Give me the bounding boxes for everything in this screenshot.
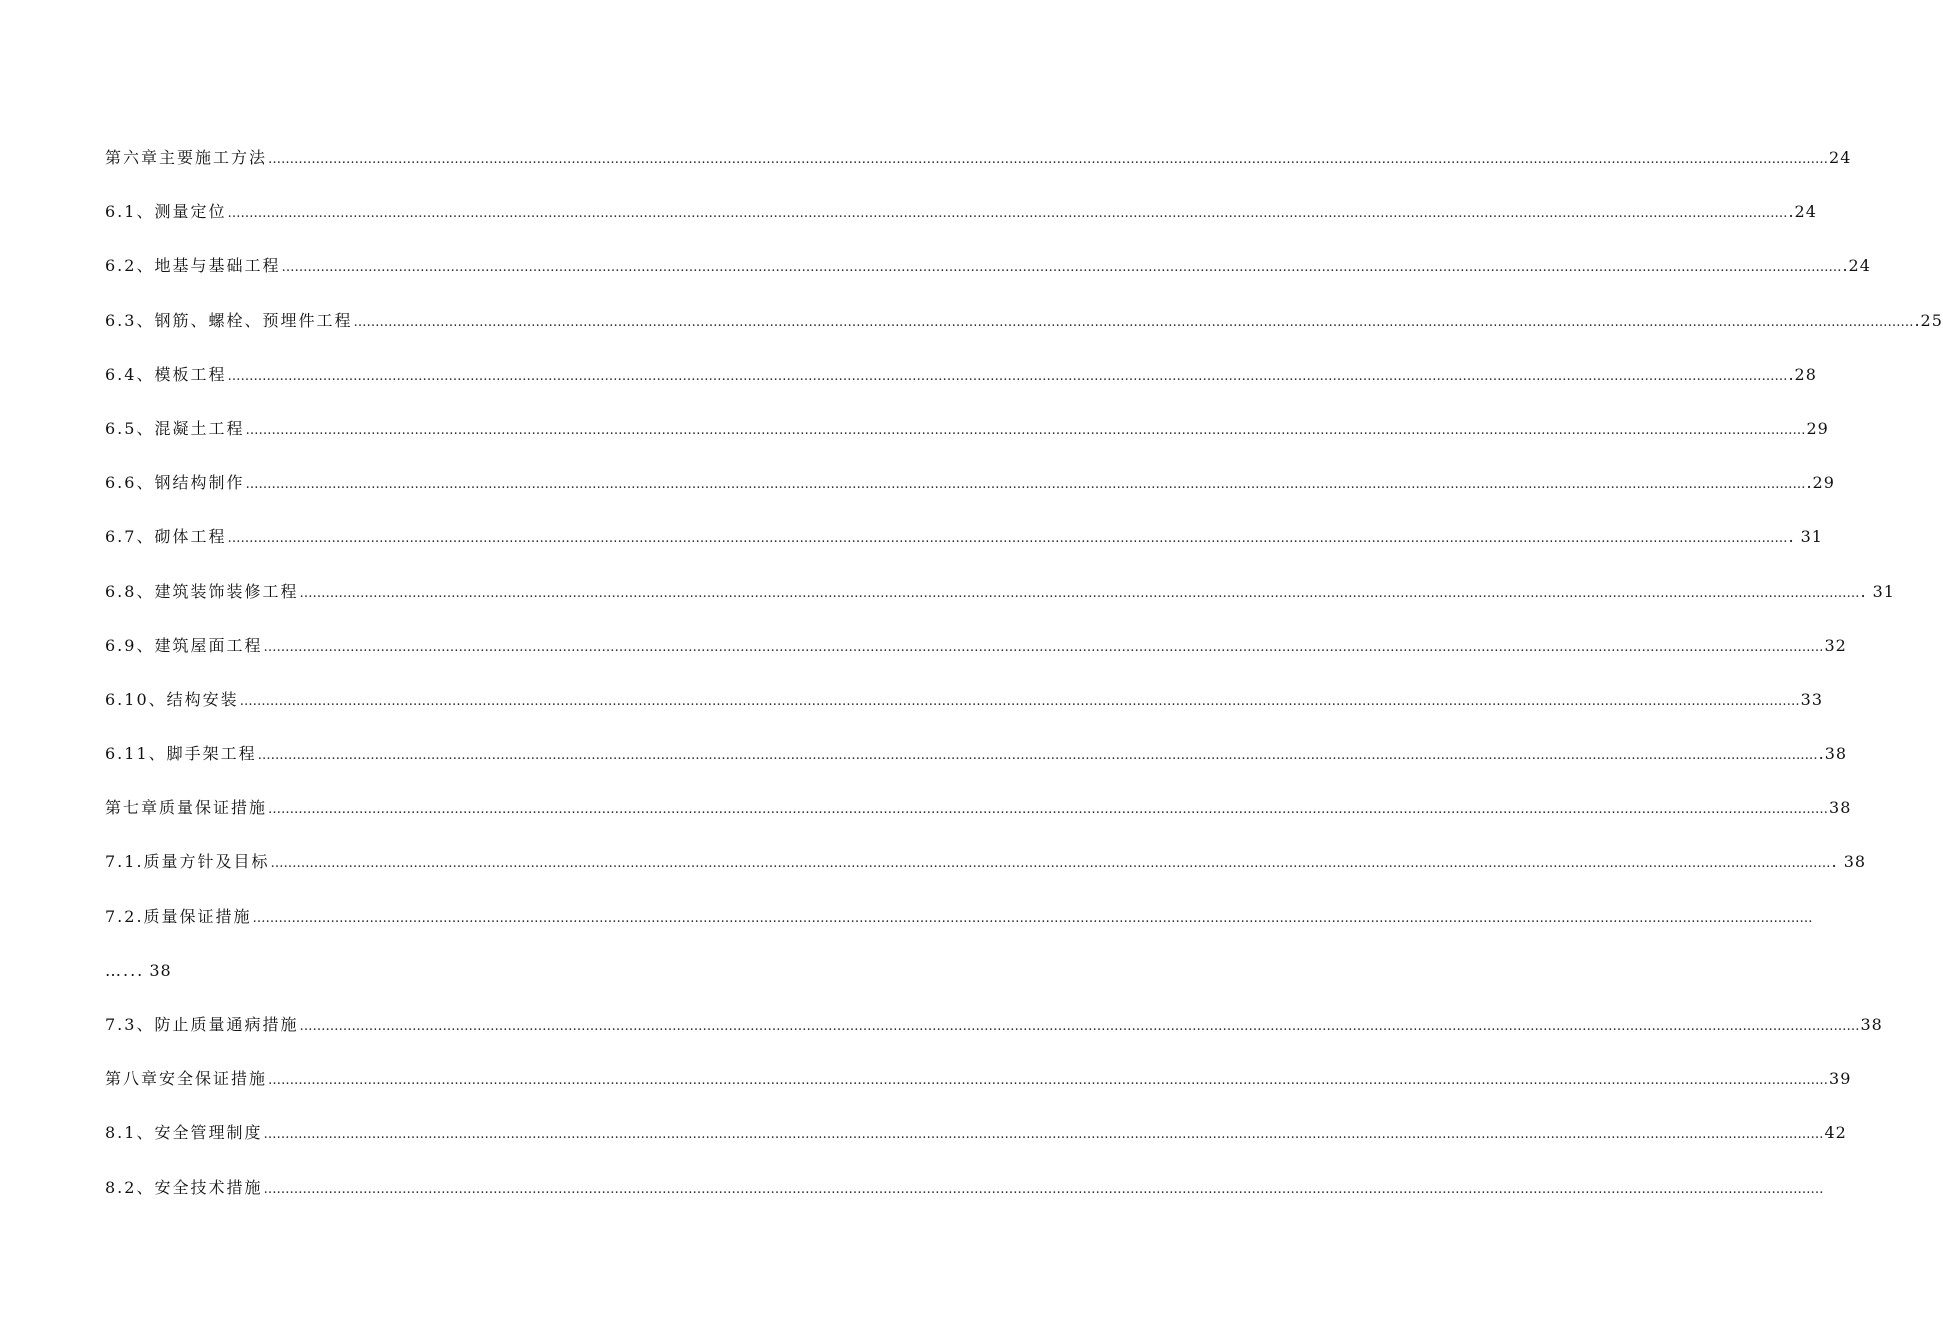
toc-page-number: . 31 [1788, 527, 1823, 547]
toc-entry-label: 6.6、钢结构制作 [105, 473, 245, 493]
toc-entry[interactable] [105, 306, 1943, 360]
toc-entry-label: ….. [105, 960, 138, 980]
toc-page-number: .38 [1818, 744, 1848, 764]
toc-dot-leader: ……………………………………………………………………………………………………………………………………………………………………………………………………………………………………………………………………………………………………………………………… [245, 477, 1806, 493]
toc-dot-leader: ……………………………………………………………………………………………………………………………………………………………………………………………………………………………………………………………………………………………………………………………… [245, 422, 1806, 438]
toc-entry-label: 6.9、建筑屋面工程 [105, 635, 263, 655]
toc-entry-label: 8.1、安全管理制度 [105, 1123, 263, 1143]
toc-entry[interactable] [105, 1118, 1847, 1172]
toc-dot-leader: ……………………………………………………………………………………………………………………………………………………………………………………………………………………………………………………………………………………………………………………………… [227, 368, 1788, 384]
toc-page-number: 33 [1800, 689, 1823, 709]
toc-page-number: .25 [1914, 310, 1943, 330]
toc-entry[interactable] [105, 1064, 1852, 1118]
toc-page-number: 24 [1829, 148, 1852, 167]
toc-dot-leader: ……………………………………………………………………………………………………………………………………………………………………………………………………………………………………………………………………………………………………………………………… [268, 1073, 1829, 1089]
toc-page-number: .28 [1788, 364, 1817, 384]
toc-entry-label: 第七章质量保证措施 [105, 798, 268, 818]
toc-entry[interactable] [105, 360, 1817, 414]
toc-dot-leader: ……………………………………………………………………………………………………………………………………………………………………………………………………………………………………………………………………………………………………………………………… [268, 802, 1829, 818]
toc-dot-leader: ……………………………………………………………………………………………………………………………………………………………………………………………………………………………………………………………………………………………………………………………… [263, 1181, 1824, 1197]
toc-dot-leader: ……………………………………………………………………………………………………………………………………………………………………………………………………………………………………………………………………………………………………………………………… [299, 585, 1860, 601]
toc-entry-label: 8.2、安全技术措施 [105, 1177, 263, 1197]
toc-entry[interactable] [105, 1173, 1824, 1227]
toc-entry[interactable] [105, 793, 1852, 847]
toc-dot-leader: ……………………………………………………………………………………………………………………………………………………………………………………………………………………………………………………………………………………………………………………………… [263, 1127, 1824, 1143]
toc-page-number: 29 [1806, 418, 1829, 438]
toc-entry-label: 6.4、模板工程 [105, 364, 227, 384]
toc-entry-label: 6.11、脚手架工程 [105, 744, 257, 764]
toc-entry-label: 6.8、建筑装饰装修工程 [105, 581, 299, 601]
toc-page-number: .24 [1842, 256, 1871, 276]
toc-dot-leader: ……………………………………………………………………………………………………………………………………………………………………………………………………………………………………………………………………………………………………………………………… [299, 1019, 1860, 1034]
toc-entry[interactable] [105, 739, 1848, 793]
toc-entry[interactable] [105, 902, 1813, 956]
toc-entry-label: 6.3、钢筋、螺栓、预埋件工程 [105, 310, 353, 330]
toc-page-number: .24 [1788, 202, 1817, 222]
toc-entry[interactable] [105, 956, 845, 1010]
toc-entry[interactable] [105, 577, 1895, 631]
toc-dot-leader: ……………………………………………………………………………………………………………………………………………………………………………………………………………………………………………………………………………………………………………………………… [263, 639, 1824, 655]
toc-entry-label: 7.1.质量方针及目标 [105, 852, 270, 872]
toc-entry-label: 7.3、防止质量通病措施 [105, 1015, 299, 1034]
toc-dot-leader: ……………………………………………………………………………………………………………………………………………………………………………………………………………………………………………………………………………………………………………………………… [268, 152, 1829, 167]
toc-entry-label: 6.1、测量定位 [105, 202, 227, 222]
toc-dot-leader: ……………………………………………………………………………………………………………………………………………………………………………………………………………………………………………………………………………………………………………………………… [257, 748, 1818, 764]
toc-dot-leader: ……………………………………………………………………………………………………………………………………………………………………………………………………………………………………………………………………………………………………………………………… [270, 856, 1831, 872]
toc-entry[interactable] [105, 414, 1829, 468]
toc-entry-label: 7.2.质量保证措施 [105, 906, 252, 926]
toc-page-number: . 38 [137, 960, 172, 980]
toc-page-number: 32 [1824, 635, 1847, 655]
toc-entry[interactable] [105, 468, 1835, 522]
toc-page-number: 38 [1860, 1015, 1883, 1034]
toc-entry[interactable] [105, 685, 1823, 739]
toc-entry[interactable] [105, 522, 1823, 576]
toc-page-number: 42 [1824, 1123, 1847, 1143]
toc-page-number: . 31 [1860, 581, 1895, 601]
toc-entry-label: 6.5、混凝土工程 [105, 418, 245, 438]
toc-dot-leader: ……………………………………………………………………………………………………………………………………………………………………………………………………………………………………………………………………………………………………………………………… [227, 206, 1788, 222]
toc-dot-leader: ……………………………………………………………………………………………………………………………………………………………………………………………………………………………………………………………………………………………………………………………… [281, 260, 1842, 276]
toc-dot-leader: ……………………………………………………………………………………………………………………………………………………………………………………………………………………………………………………………………………………………………………………………… [252, 910, 1813, 926]
toc-page-number: 39 [1829, 1069, 1852, 1089]
toc-entry[interactable] [105, 143, 1852, 197]
toc-entry[interactable] [105, 197, 1817, 251]
toc-dot-leader: ……………………………………………………………………………………………………………………………………………………………………………………………………………………………………………………………………………………………………………………………… [227, 531, 1788, 547]
toc-entry[interactable] [105, 1010, 1883, 1064]
toc-entry-label: 6.2、地基与基础工程 [105, 256, 281, 276]
toc-page-number: 38 [1829, 798, 1852, 818]
toc-entry-label: 6.7、砌体工程 [105, 527, 227, 547]
toc-page-number: .29 [1806, 473, 1835, 493]
toc-entry[interactable] [105, 847, 1867, 901]
toc-entry[interactable] [105, 251, 1871, 305]
table-of-contents [105, 143, 1943, 1227]
toc-entry-label: 第六章主要施工方法 [105, 148, 268, 167]
toc-dot-leader: ……………………………………………………………………………………………………………………………………………………………………………………………………………………………………………………………………………………………………………………………… [239, 693, 1800, 709]
toc-dot-leader: ……………………………………………………………………………………………………………………………………………………………………………………………………………………………………………………………………………………………………………………………… [353, 314, 1914, 330]
toc-entry-label: 第八章安全保证措施 [105, 1069, 268, 1089]
toc-entry-label: 6.10、结构安装 [105, 689, 239, 709]
toc-entry[interactable] [105, 631, 1847, 685]
toc-page-number: . 38 [1831, 852, 1867, 872]
